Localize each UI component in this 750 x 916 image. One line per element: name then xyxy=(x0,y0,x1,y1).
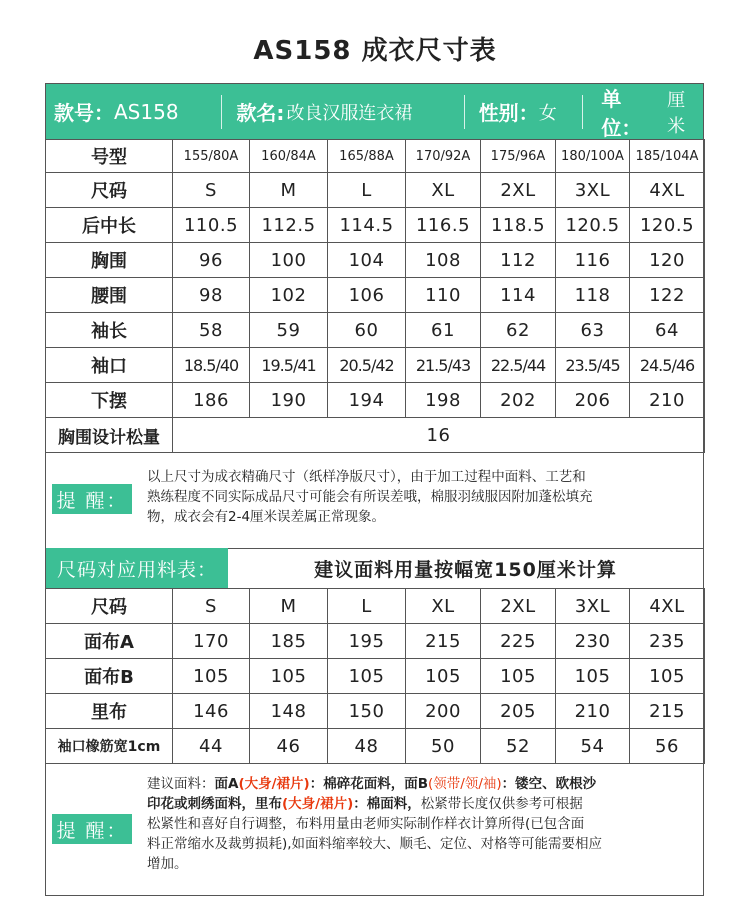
table-cell: 185 xyxy=(250,624,328,659)
table-cell: 215 xyxy=(630,694,705,729)
reminder-badge: 提 醒： xyxy=(52,814,132,844)
note-line xyxy=(147,794,699,814)
style-name-value: 改良汉服连衣裙 xyxy=(286,102,413,124)
size-cell: 2XL xyxy=(481,173,556,208)
table-row xyxy=(46,729,705,764)
table-cell: 235 xyxy=(630,624,705,659)
table-cell: 52 xyxy=(481,729,556,764)
table-cell: 148 xyxy=(250,694,328,729)
table-cell: 146 xyxy=(173,694,250,729)
table-cell: 205 xyxy=(481,694,556,729)
table-cell: 114 xyxy=(481,278,556,313)
table-cell: 64 xyxy=(630,313,705,348)
table-cell: 62 xyxy=(481,313,556,348)
model-cell: 155/80A xyxy=(173,140,250,173)
table-cell: 19.5/41 xyxy=(250,348,328,383)
table-row xyxy=(46,659,705,694)
size-cell: 4XL xyxy=(630,173,705,208)
size-chart-sheet xyxy=(45,83,704,896)
table-cell: 105 xyxy=(250,659,328,694)
size-cell: 4XL xyxy=(630,589,705,624)
table-cell: 118 xyxy=(556,278,630,313)
table-cell: 150 xyxy=(328,694,406,729)
row-header: 面布B xyxy=(46,659,173,694)
style-name-label: 款名: xyxy=(236,101,285,125)
size-cell: S xyxy=(173,173,250,208)
gender-value: 女 xyxy=(538,102,557,124)
table-row xyxy=(46,243,705,278)
row-header: 袖口橡筋宽1cm xyxy=(46,729,173,764)
note-line: 松紧性和喜好自行调整，布料用量由老师实际制作样衣计算所得(已包含面 xyxy=(147,816,585,832)
size-cell: XL xyxy=(406,173,481,208)
note-line: 以上尺寸为成衣精确尺寸（纸样净版尺寸），由于加工过程中面料、工艺和 xyxy=(147,469,586,485)
table-cell: 118.5 xyxy=(481,208,556,243)
style-name xyxy=(222,84,463,139)
row-header: 尺码 xyxy=(46,589,173,624)
table-cell: 105 xyxy=(630,659,705,694)
table-cell: 206 xyxy=(556,383,630,418)
table-cell: 120.5 xyxy=(556,208,630,243)
table-row xyxy=(46,278,705,313)
size-note-text xyxy=(147,467,697,527)
table-cell: 106 xyxy=(328,278,406,313)
fabric-note xyxy=(46,764,703,895)
table-cell: 23.5/45 xyxy=(556,348,630,383)
row-header: 面布A xyxy=(46,624,173,659)
size-cell: 3XL xyxy=(556,173,630,208)
size-cell: M xyxy=(250,589,328,624)
table-cell: 230 xyxy=(556,624,630,659)
size-cell: L xyxy=(328,589,406,624)
note-fragment: 印花或刺绣面料，里布 xyxy=(147,796,282,812)
note-line xyxy=(147,774,699,794)
model-row xyxy=(46,140,705,173)
table-cell: 54 xyxy=(556,729,630,764)
table-cell: 104 xyxy=(328,243,406,278)
table-cell: 18.5/40 xyxy=(173,348,250,383)
size-row xyxy=(46,589,705,624)
size-cell: XL xyxy=(406,589,481,624)
page-title: AS158 成衣尺寸表 xyxy=(253,36,497,66)
note-line: 料正常缩水及裁剪损耗),如面料缩率较大、顺毛、定位、对格等可能需要相应 xyxy=(147,836,603,852)
ease-value: 16 xyxy=(173,418,705,453)
table-cell: 210 xyxy=(556,694,630,729)
note-fragment: ：镂空、欧根沙 xyxy=(501,776,597,792)
unit xyxy=(583,84,703,139)
table-cell: 215 xyxy=(406,624,481,659)
table-cell: 63 xyxy=(556,313,630,348)
note-fragment: 面A xyxy=(214,776,239,792)
table-row xyxy=(46,624,705,659)
model-cell: 185/104A xyxy=(630,140,705,173)
table-row xyxy=(46,694,705,729)
table-cell: 225 xyxy=(481,624,556,659)
table-cell: 200 xyxy=(406,694,481,729)
model-cell: 170/92A xyxy=(406,140,481,173)
size-cell: S xyxy=(173,589,250,624)
table-cell: 105 xyxy=(328,659,406,694)
table-cell: 120.5 xyxy=(630,208,705,243)
fabric-section-header xyxy=(46,548,703,588)
table-cell: 198 xyxy=(406,383,481,418)
row-header: 里布 xyxy=(46,694,173,729)
table-cell: 116.5 xyxy=(406,208,481,243)
gender-label: 性别： xyxy=(478,101,539,125)
table-cell: 58 xyxy=(173,313,250,348)
table-cell: 44 xyxy=(173,729,250,764)
table-cell: 105 xyxy=(406,659,481,694)
table-cell: 20.5/42 xyxy=(328,348,406,383)
model-cell: 160/84A xyxy=(250,140,328,173)
note-line: 熟练程度不同实际成品尺寸可能会有所误差哦，棉服羽绒服因附加蓬松填充 xyxy=(147,489,593,505)
fabric-section-tag: 尺码对应用料表： xyxy=(46,548,228,588)
size-cell: M xyxy=(250,173,328,208)
garment-size-table xyxy=(45,139,705,453)
note-fragment: ：棉碎花面料，面B xyxy=(309,776,429,792)
gender xyxy=(465,84,583,139)
unit-value: 厘米 xyxy=(667,89,686,137)
row-header: 号型 xyxy=(46,140,173,173)
table-cell: 50 xyxy=(406,729,481,764)
table-cell: 105 xyxy=(173,659,250,694)
fabric-usage-table xyxy=(45,588,705,764)
table-cell: 194 xyxy=(328,383,406,418)
style-number xyxy=(46,84,221,139)
table-cell: 100 xyxy=(250,243,328,278)
note-fragment: 松紧带长度仅供参考可根据 xyxy=(420,796,583,812)
table-cell: 190 xyxy=(250,383,328,418)
fabric-section-heading: 建议面料用量按幅宽150厘米计算 xyxy=(314,558,617,581)
table-cell: 96 xyxy=(173,243,250,278)
size-cell: L xyxy=(328,173,406,208)
fabric-note-text xyxy=(147,774,699,874)
table-cell: 122 xyxy=(630,278,705,313)
note-line: 增加。 xyxy=(147,856,188,872)
table-cell: 59 xyxy=(250,313,328,348)
table-row xyxy=(46,383,705,418)
note-highlight: (大身/裙片) xyxy=(238,776,310,792)
table-cell: 170 xyxy=(173,624,250,659)
model-cell: 175/96A xyxy=(481,140,556,173)
table-cell: 186 xyxy=(173,383,250,418)
table-cell: 108 xyxy=(406,243,481,278)
model-cell: 165/88A xyxy=(328,140,406,173)
style-number-label: 款号： xyxy=(54,101,114,125)
table-row xyxy=(46,348,705,383)
table-cell: 102 xyxy=(250,278,328,313)
note-highlight: (领带/领/袖) xyxy=(428,776,502,792)
table-cell: 21.5/43 xyxy=(406,348,481,383)
table-cell: 112.5 xyxy=(250,208,328,243)
table-cell: 46 xyxy=(250,729,328,764)
table-cell: 116 xyxy=(556,243,630,278)
note-highlight: (大身/裙片) xyxy=(282,796,354,812)
unit-label: 单位： xyxy=(601,86,642,140)
note-fragment: ：棉面料， xyxy=(353,796,421,812)
row-header: 胸围设计松量 xyxy=(46,418,173,453)
table-cell: 98 xyxy=(173,278,250,313)
note-line: 物，成衣会有2-4厘米误差属正常现象。 xyxy=(147,509,386,525)
row-header: 袖长 xyxy=(46,313,173,348)
row-header: 胸围 xyxy=(46,243,173,278)
model-cell: 180/100A xyxy=(556,140,630,173)
style-number-value: AS158 xyxy=(114,99,179,124)
table-cell: 110 xyxy=(406,278,481,313)
size-note xyxy=(46,453,703,549)
ease-row xyxy=(46,418,705,453)
table-cell: 48 xyxy=(328,729,406,764)
size-cell: 2XL xyxy=(481,589,556,624)
table-cell: 61 xyxy=(406,313,481,348)
table-cell: 22.5/44 xyxy=(481,348,556,383)
product-info-bar xyxy=(46,84,703,139)
table-cell: 60 xyxy=(328,313,406,348)
table-cell: 56 xyxy=(630,729,705,764)
row-header: 尺码 xyxy=(46,173,173,208)
note-fragment: 建议面料： xyxy=(147,776,215,792)
table-cell: 24.5/46 xyxy=(630,348,705,383)
size-cell: 3XL xyxy=(556,589,630,624)
table-row xyxy=(46,313,705,348)
table-cell: 202 xyxy=(481,383,556,418)
row-header: 后中长 xyxy=(46,208,173,243)
table-cell: 110.5 xyxy=(173,208,250,243)
reminder-badge: 提 醒： xyxy=(52,484,132,514)
row-header: 袖口 xyxy=(46,348,173,383)
row-header: 下摆 xyxy=(46,383,173,418)
size-row xyxy=(46,173,705,208)
table-cell: 195 xyxy=(328,624,406,659)
table-cell: 210 xyxy=(630,383,705,418)
table-cell: 112 xyxy=(481,243,556,278)
table-cell: 105 xyxy=(481,659,556,694)
table-row xyxy=(46,208,705,243)
row-header: 腰围 xyxy=(46,278,173,313)
table-cell: 114.5 xyxy=(328,208,406,243)
table-cell: 105 xyxy=(556,659,630,694)
table-cell: 120 xyxy=(630,243,705,278)
